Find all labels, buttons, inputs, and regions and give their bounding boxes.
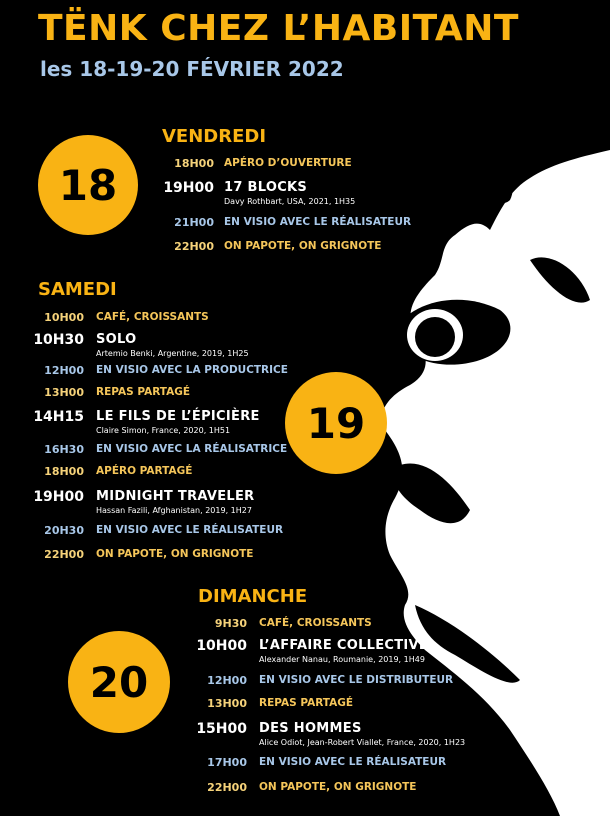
event-title: LE FILS DE L’ÉPICIÈRE [96,409,260,424]
event-time: 19H00 [163,180,214,196]
event-title: ON PAPOTE, ON GRIGNOTE [259,781,417,793]
event-time: 10H00 [196,638,247,654]
event-time: 22H00 [44,548,84,561]
event-credit: Alexander Nanau, Roumanie, 2019, 1H49 [259,655,425,664]
event-time: 18H00 [174,157,214,170]
event-title: EN VISIO AVEC LE RÉALISATEUR [224,216,412,228]
event-title: L’AFFAIRE COLLECTIVE [259,638,429,653]
event-title: EN VISIO AVEC LA RÉALISATRICE [96,443,288,455]
event-credit: Alice Odiot, Jean-Robert Viallet, France, 2020, 1H23 [259,738,466,747]
event-title: ON PAPOTE, ON GRIGNOTE [96,548,254,560]
event-title: SOLO [96,332,137,347]
event-credit: Davy Rothbart, USA, 2021, 1H35 [224,197,356,206]
event-time: 17H00 [207,756,247,769]
event-title: REPAS PARTAGÉ [96,386,191,398]
poster-dates: les 18-19-20 FÉVRIER 2022 [40,57,344,81]
day-heading-sunday: DIMANCHE [198,586,308,607]
event-title: EN VISIO AVEC LE RÉALISATEUR [259,756,447,768]
event-time: 12H00 [207,674,247,687]
face-illustration [380,150,610,816]
event-title: EN VISIO AVEC LE DISTRIBUTEUR [259,674,454,686]
event-title: EN VISIO AVEC LE RÉALISATEUR [96,524,284,536]
event-credit: Artemio Benki, Argentine, 2019, 1H25 [96,349,249,358]
event-title: CAFÉ, CROISSANTS [259,617,372,629]
event-time: 20H30 [44,524,84,537]
event-title: REPAS PARTAGÉ [259,697,354,709]
event-time: 22H00 [174,240,214,253]
event-time: 14H15 [33,409,84,425]
event-time: 13H00 [44,386,84,399]
event-title: ON PAPOTE, ON GRIGNOTE [224,240,382,252]
event-title: MIDNIGHT TRAVELER [96,489,255,504]
day-heading-friday: VENDREDI [162,126,267,147]
event-time: 19H00 [33,489,84,505]
day-number-badge: 20 [68,631,170,733]
event-credit: Hassan Fazili, Afghanistan, 2019, 1H27 [96,506,252,515]
event-title: EN VISIO AVEC LA PRODUCTRICE [96,364,288,376]
event-time: 15H00 [196,721,247,737]
event-title: CAFÉ, CROISSANTS [96,311,209,323]
event-time: 10H30 [33,332,84,348]
event-time: 9H30 [214,617,247,630]
event-time: 21H00 [174,216,214,229]
event-time: 12H00 [44,364,84,377]
event-time: 22H00 [207,781,247,794]
event-title: DES HOMMES [259,721,362,736]
event-credit: Claire Simon, France, 2020, 1H51 [96,426,231,435]
day-heading-saturday: SAMEDI [38,279,117,300]
event-time: 16H30 [44,443,84,456]
event-title: APÉRO PARTAGÉ [96,465,193,477]
event-title: 17 BLOCKS [224,180,308,195]
event-time: 18H00 [44,465,84,478]
day-number-badge: 19 [285,372,387,474]
poster-title: TËNK CHEZ L’HABITANT [38,8,519,49]
event-title: APÉRO D’OUVERTURE [224,157,352,169]
event-time: 10H00 [44,311,84,324]
event-time: 13H00 [207,697,247,710]
day-number-badge: 18 [38,135,138,235]
